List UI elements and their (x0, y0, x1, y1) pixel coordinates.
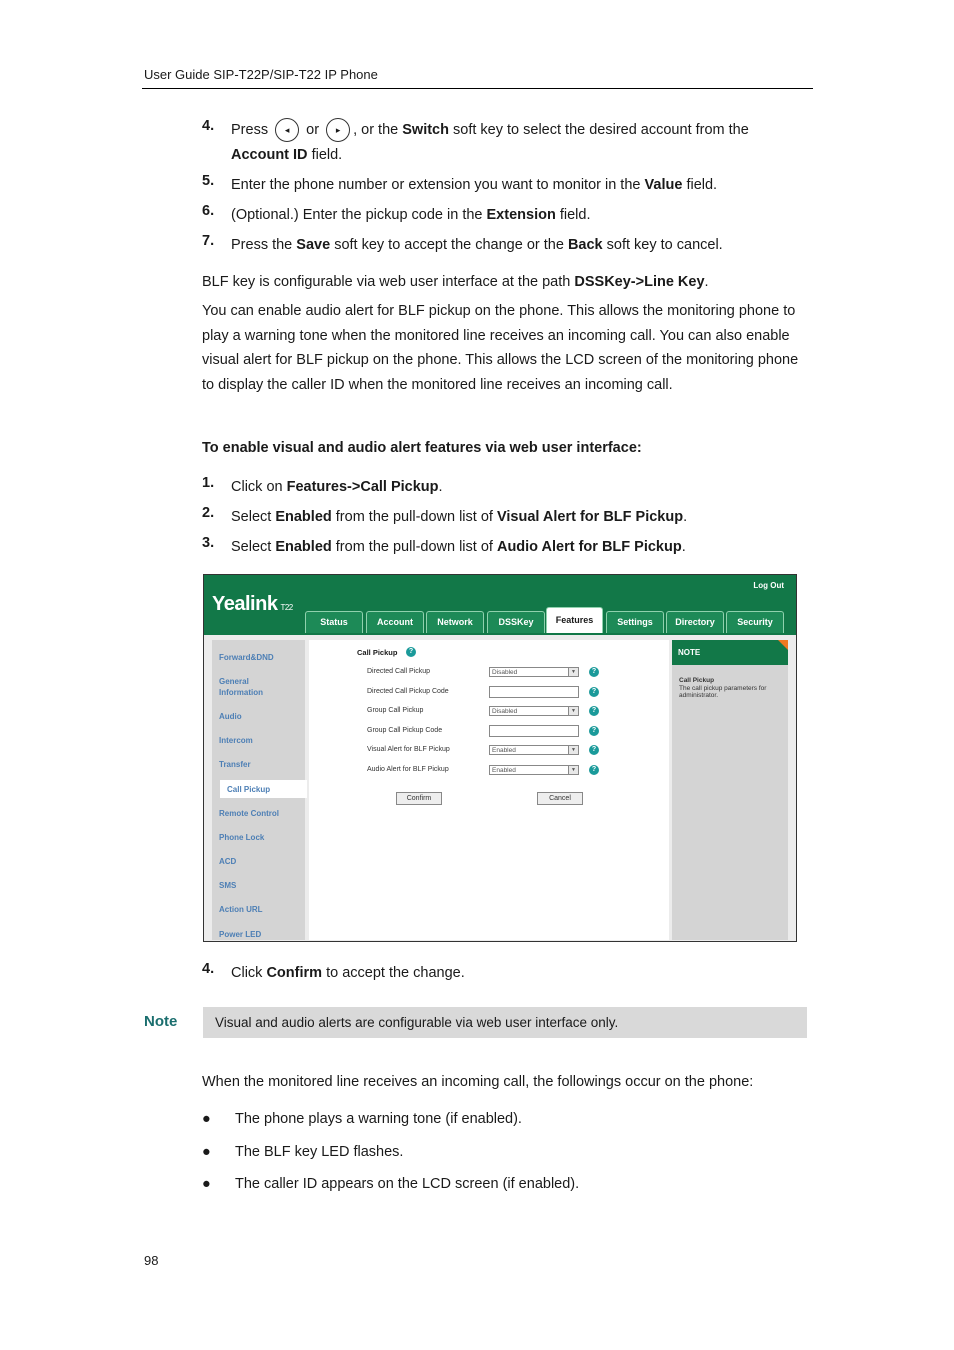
step-1 (202, 475, 812, 500)
note-header: NOTE (672, 640, 788, 665)
bullet-icon: ● (202, 1144, 211, 1160)
note-label: Note (144, 1013, 178, 1030)
paragraph-when: When the monitored line receives an incoming call, the followings occur on the phone: (202, 1074, 754, 1090)
logout-link[interactable]: Log Out (753, 581, 784, 590)
step-text: Click Confirm to accept the change. (231, 965, 465, 981)
tab-dsskey[interactable]: DSSKey (487, 611, 545, 633)
bullet-icon: ● (202, 1176, 211, 1192)
help-icon[interactable]: ? (589, 765, 599, 775)
tab-underline (204, 633, 796, 635)
audio-alert-blf-select[interactable]: Enabled ▼ (489, 765, 579, 775)
nav-general[interactable]: General (219, 677, 249, 686)
nav-call-pickup[interactable]: Call Pickup (227, 785, 271, 794)
step-text: Press ◂ or ▸ , or the Switch soft key to select the desired account from the Account ID field. (231, 118, 809, 168)
step-2 (202, 505, 812, 530)
note-text: Visual and audio alerts are configurable via web user interface only. (215, 1015, 619, 1030)
nav-audio[interactable]: Audio (219, 712, 242, 721)
section-title: Call Pickup (357, 648, 398, 657)
field-label: Directed Call Pickup (367, 668, 431, 675)
nav-sms[interactable]: SMS (219, 881, 237, 890)
chevron-down-icon: ▼ (568, 668, 578, 676)
left-arrow-key-icon: ◂ (275, 118, 299, 142)
note-pane (672, 640, 788, 940)
step-6 (202, 203, 812, 228)
tab-status[interactable]: Status (305, 611, 363, 633)
tab-network[interactable]: Network (426, 611, 484, 633)
directed-call-pickup-code-input[interactable] (489, 686, 579, 698)
tab-directory[interactable]: Directory (666, 611, 724, 633)
nav-remote-control[interactable]: Remote Control (219, 809, 279, 818)
step-text: Press the Save soft key to accept the change or the Back soft key to cancel. (231, 237, 723, 253)
nav-phone-lock[interactable]: Phone Lock (219, 833, 265, 842)
header-rule (142, 88, 813, 89)
chevron-down-icon: ▼ (568, 707, 578, 715)
help-icon[interactable]: ? (406, 647, 416, 657)
step-number: 7. (202, 233, 215, 249)
tab-features[interactable]: Features (546, 607, 603, 635)
paragraph-blf-path: BLF key is configurable via web user interface at the path DSSKey->Line Key. (202, 274, 709, 290)
note-text: Call Pickup The call pickup parameters for administrator. (679, 677, 767, 699)
tab-settings[interactable]: Settings (606, 611, 664, 633)
step-3 (202, 535, 812, 560)
help-icon[interactable]: ? (589, 667, 599, 677)
step-text: Click on Features->Call Pickup. (231, 479, 443, 495)
group-call-pickup-code-input[interactable] (489, 725, 579, 737)
step-4-confirm (202, 961, 812, 986)
paragraph-alert: You can enable audio alert for BLF pickup on the phone. This allows the monitoring phone to play a warning tone when the monitored line receives an incoming call. You can also enable visual alert for BLF pickup on the phone. This allows the LCD screen of the monitoring phone to display the caller ID when the monitored line receives an incoming call. (202, 303, 799, 393)
nav-information[interactable]: Information (219, 688, 263, 697)
chevron-down-icon: ▼ (568, 766, 578, 774)
step-4 (202, 118, 812, 168)
page-number: 98 (144, 1253, 159, 1268)
step-number: 2. (202, 505, 215, 521)
field-label: Visual Alert for BLF Pickup (367, 746, 450, 753)
web-ui-screenshot (203, 574, 797, 942)
step-text: (Optional.) Enter the pickup code in the Extension field. (231, 207, 591, 223)
step-number: 4. (202, 961, 215, 977)
nav-forward-dnd[interactable]: Forward&DND (219, 653, 274, 662)
help-icon[interactable]: ? (589, 687, 599, 697)
field-label: Directed Call Pickup Code (367, 688, 449, 695)
step-number: 3. (202, 535, 215, 551)
visual-alert-blf-select[interactable]: Enabled ▼ (489, 745, 579, 755)
field-label: Group Call Pickup (367, 707, 424, 714)
tab-security[interactable]: Security (726, 611, 784, 633)
field-label: Group Call Pickup Code (367, 727, 443, 734)
note-corner (778, 640, 788, 650)
step-text: Enter the phone number or extension you want to monitor in the Value field. (231, 177, 718, 193)
step-5 (202, 173, 812, 198)
nav-intercom[interactable]: Intercom (219, 736, 253, 745)
step-7 (202, 233, 812, 258)
step-text: Select Enabled from the pull-down list of Visual Alert for BLF Pickup. (231, 509, 688, 525)
confirm-button[interactable]: Confirm (396, 792, 442, 805)
section-heading: To enable visual and audio alert features via web user interface: (202, 440, 642, 456)
nav-action-url[interactable]: Action URL (219, 905, 263, 914)
step-number: 1. (202, 475, 215, 491)
bullet-icon: ● (202, 1111, 211, 1127)
nav-transfer[interactable]: Transfer (219, 760, 251, 769)
main-pane (309, 640, 669, 940)
yealink-logo: Yealink T22 (212, 593, 293, 615)
step-number: 4. (202, 118, 215, 134)
chevron-down-icon: ▼ (568, 746, 578, 754)
field-label: Audio Alert for BLF Pickup (367, 766, 449, 773)
note-box (203, 1007, 807, 1038)
step-text: Select Enabled from the pull-down list of Audio Alert for BLF Pickup. (231, 539, 686, 555)
right-arrow-key-icon: ▸ (326, 118, 350, 142)
directed-call-pickup-select[interactable]: Disabled ▼ (489, 667, 579, 677)
step-number: 6. (202, 203, 215, 219)
help-icon[interactable]: ? (589, 745, 599, 755)
help-icon[interactable]: ? (589, 726, 599, 736)
cancel-button[interactable]: Cancel (537, 792, 583, 805)
step-number: 5. (202, 173, 215, 189)
tab-account[interactable]: Account (366, 611, 424, 633)
running-header: User Guide SIP-T22P/SIP-T22 IP Phone (144, 67, 378, 82)
nav-acd[interactable]: ACD (219, 857, 237, 866)
group-call-pickup-select[interactable]: Disabled ▼ (489, 706, 579, 716)
help-icon[interactable]: ? (589, 706, 599, 716)
nav-power-led[interactable]: Power LED (219, 930, 262, 939)
